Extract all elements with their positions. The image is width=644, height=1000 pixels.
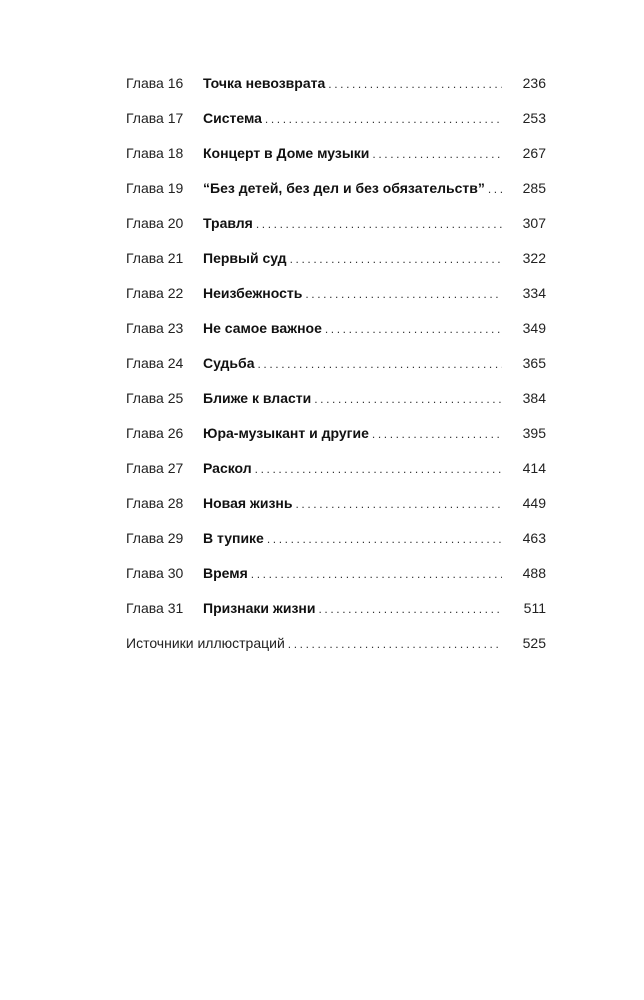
page-number: 395 [522,425,546,441]
chapter-number: Глава 21 [126,250,184,266]
dot-leader [372,417,502,452]
page-number: 267 [522,145,546,161]
page-number: 525 [522,635,546,651]
toc-entry-chapter-16 [126,66,546,101]
dot-leader [328,67,502,102]
dot-leader [295,487,502,522]
page-number: 307 [522,215,546,231]
page-number: 236 [522,75,546,91]
toc-entry-chapter-24 [126,346,546,381]
page-number: 322 [522,250,546,266]
dot-leader [255,452,502,487]
chapter-number: Глава 30 [126,565,184,581]
chapter-title: Ближе к власти [203,390,312,406]
chapter-number: Глава 29 [126,530,184,546]
table-of-contents [126,66,546,661]
page-number: 285 [522,180,546,196]
page-number: 349 [522,320,546,336]
page-number: 414 [522,460,546,476]
toc-entry-chapter-20 [126,206,546,241]
dot-leader [257,347,502,382]
chapter-number: Глава 18 [126,145,184,161]
chapter-title: Система [203,110,262,126]
toc-entry-chapter-26 [126,416,546,451]
toc-entry-chapter-17 [126,101,546,136]
toc-entry-illustration-sources [126,626,546,661]
chapter-title: Новая жизнь [203,495,293,511]
toc-entry-chapter-31 [126,591,546,626]
chapter-number: Глава 24 [126,355,184,371]
chapter-title: Раскол [203,460,252,476]
page-number: 253 [522,110,546,126]
page-number: 488 [522,565,546,581]
dot-leader [305,277,502,312]
chapter-title: Неизбежность [203,285,303,301]
chapter-title: Признаки жизни [203,600,316,616]
toc-entry-chapter-19 [126,171,546,206]
toc-entry-chapter-22 [126,276,546,311]
chapter-title: Не самое важное [203,320,322,336]
toc-entry-chapter-28 [126,486,546,521]
page-number: 365 [522,355,546,371]
toc-entry-chapter-18 [126,136,546,171]
chapter-number: Глава 23 [126,320,184,336]
page-number: 463 [522,530,546,546]
chapter-number: Глава 26 [126,425,184,441]
toc-entry-chapter-29 [126,521,546,556]
dot-leader [372,137,502,172]
dot-leader [314,382,502,417]
page-number: 511 [523,600,546,616]
chapter-number: Глава 16 [126,75,184,91]
chapter-number: Глава 19 [126,180,184,196]
page-number: 334 [522,285,546,301]
toc-entry-chapter-27 [126,451,546,486]
dot-leader [256,207,502,242]
dot-leader [288,627,502,662]
chapter-title: Судьба [203,355,255,371]
toc-entry-chapter-21 [126,241,546,276]
chapter-number: Глава 22 [126,285,184,301]
toc-entry-chapter-30 [126,556,546,591]
dot-leader [290,242,502,277]
chapter-title: В тупике [203,530,264,546]
chapter-title: Юра-музыкант и другие [203,425,369,441]
chapter-title: “Без детей, без дел и без обязательств” [203,180,485,196]
chapter-number: Глава 28 [126,495,184,511]
toc-entry-chapter-23 [126,311,546,346]
chapter-title: Первый суд [203,250,287,266]
chapter-number: Глава 27 [126,460,184,476]
page-number: 449 [522,495,546,511]
chapter-number: Глава 20 [126,215,184,231]
dot-leader [265,102,502,137]
dot-leader [488,172,502,207]
dot-leader [318,592,502,627]
dot-leader [251,557,502,592]
sources-title: Источники иллюстраций [126,635,285,651]
page-number: 384 [522,390,546,406]
chapter-title: Травля [203,215,253,231]
toc-entry-chapter-25 [126,381,546,416]
dot-leader [325,312,502,347]
chapter-title: Точка невозврата [203,75,326,91]
chapter-title: Время [203,565,248,581]
chapter-number: Глава 25 [126,390,184,406]
chapter-number: Глава 31 [126,600,184,616]
chapter-number: Глава 17 [126,110,184,126]
dot-leader [267,522,502,557]
chapter-title: Концерт в Доме музыки [203,145,370,161]
